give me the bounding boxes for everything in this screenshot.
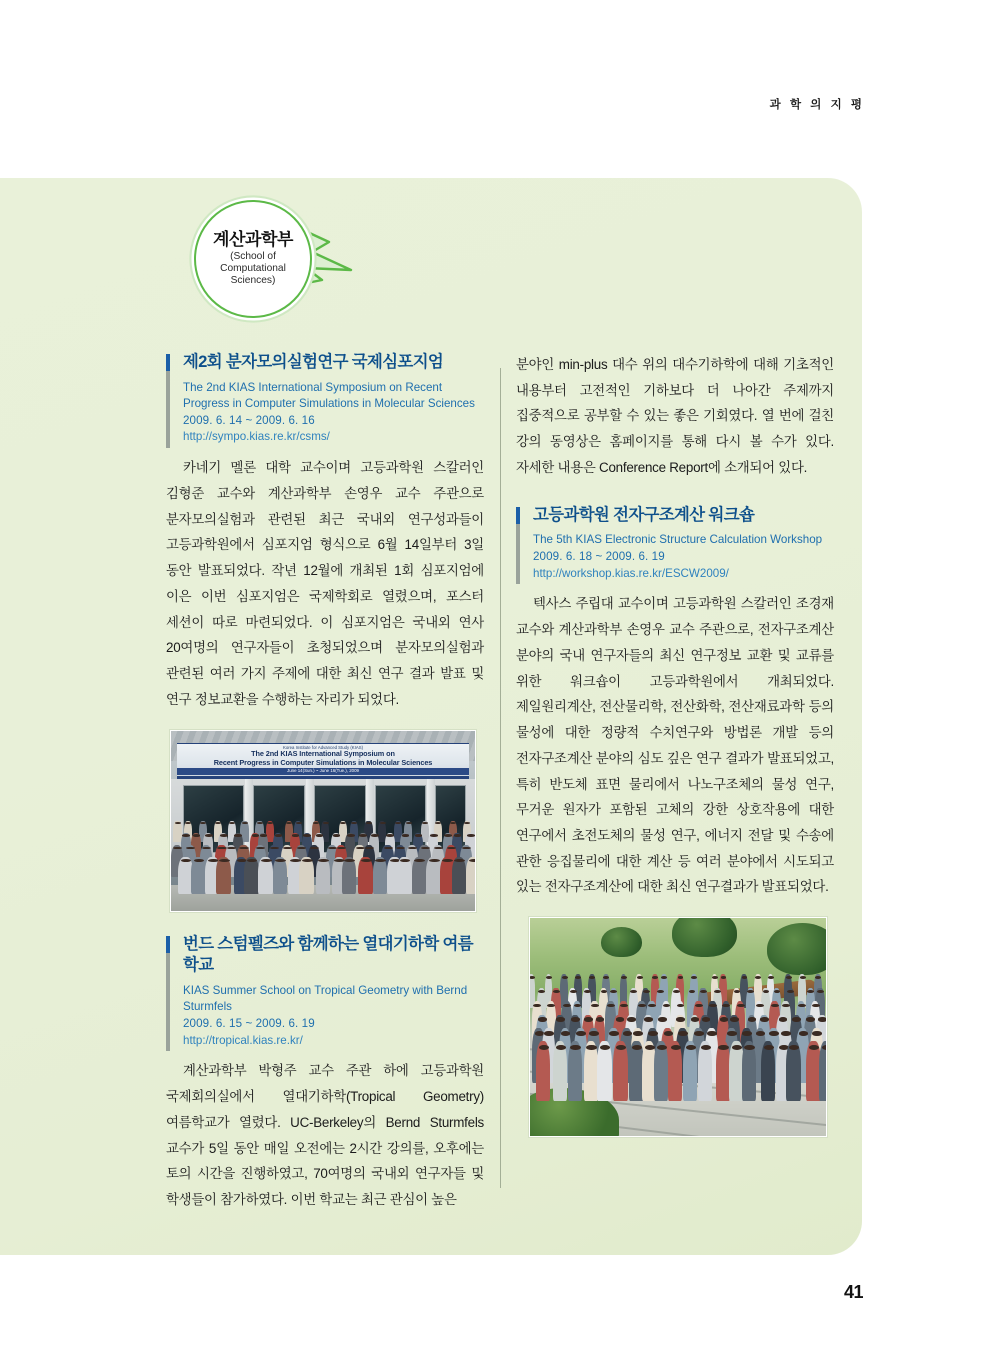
logo-title-en-3: Sciences) bbox=[230, 274, 276, 286]
article-title-kr: 고등과학원 전자구조계산 워크숍 bbox=[533, 505, 755, 524]
article-url[interactable]: http://tropical.kias.re.kr/ bbox=[183, 1033, 303, 1047]
article-title-en: The 5th KIAS Electronic Structure Calculation Workshop bbox=[533, 533, 823, 547]
article-title-en: KIAS Summer School on Tropical Geometry with Bernd Sturmfels bbox=[183, 983, 468, 1014]
article-body-continued: 분야인 min-plus 대수 위의 대수기하학에 대해 기초적인 내용부터 고전적인 기하보다 더 나아간 주제까지 집중적으로 공부할 수 있는 좋은 기회였다. 열 번에 걸친 강의 동영상은 홈페이지를 통해 다시 볼 수가 있다. 자세한 내용은 Conference Report에 소개되어 있다. bbox=[516, 357, 834, 475]
photo-crowd bbox=[171, 804, 475, 894]
column-divider bbox=[500, 368, 501, 1188]
photo-crowd bbox=[530, 957, 826, 1101]
article-url[interactable]: http://sympo.kias.re.kr/csms/ bbox=[183, 430, 330, 444]
article-date: 2009. 6. 18 ~ 2009. 6. 19 bbox=[533, 549, 665, 563]
article-body: 계산과학부 박형주 교수 주관 하에 고등과학원 국제회의실에서 열대기하학(Tropical Geometry) 여름학교가 열렸다. UC-Berkeley의 Bernd Sturmfels 교수가 5일 동안 매일 오전에는 2시간 강의를, 오후에는 토의 시간을 진행하였고, 70여명의 국내외 연구자들 및 학생들이 참가하였다. 이번 학교는 최근 관심이 높은 bbox=[166, 1063, 484, 1207]
running-header: 과 학 의 지 평 bbox=[769, 99, 865, 111]
heading-accent-bar bbox=[166, 354, 170, 448]
banner-line-2: The 2nd KIAS International Symposium on bbox=[251, 749, 395, 759]
logo-title-en-2: Computational bbox=[220, 262, 286, 274]
article-summer-school bbox=[166, 934, 484, 1213]
article-heading bbox=[166, 352, 484, 446]
article-date: 2009. 6. 14 ~ 2009. 6. 16 bbox=[183, 413, 315, 427]
workshop-group-photo bbox=[529, 917, 827, 1137]
right-column bbox=[516, 352, 834, 1137]
article-body: 텍사스 주립대 교수이며 고등과학원 스칼러인 조경재 교수와 계산과학부 손영우 교수 주관으로, 전자구조계산 분야의 국내 연구자들의 최신 연구정보 교환 및 교류를 위한 워크숍이 고등과학원에서 개최되었다. 제일원리계산, 전산물리학, 전산화학, 전산재료과학 등의 물성에 대한 정량적 수치연구와 방법론 개발 등의 전자구조계산 분야의 심도 깊은 연구 결과가 발표되었고, 특히 반도체 표면 물리에서 나노구조체의 물성 연구, 무거운 원자가 포함된 고체의 강한 상호작용에 대한 연구에서 초전도체의 물성 연구, 에너지 전달 및 수송에 관한 응집물리에 대한 계산 등 여러 분야에서 시도되고 있는 전자구조계산에 대한 최신 연구결과가 발표되었다. bbox=[516, 596, 834, 895]
symposium-group-photo bbox=[170, 730, 476, 912]
heading-accent-bar bbox=[166, 936, 170, 1052]
article-url[interactable]: http://workshop.kias.re.kr/ESCW2009/ bbox=[533, 566, 729, 580]
department-logo bbox=[186, 196, 386, 322]
article-title-kr: 제2회 분자모의실험연구 국제심포지엄 bbox=[183, 353, 444, 371]
banner-line-3: Recent Progress in Computer Simulations in Molecular Sciences bbox=[213, 757, 433, 767]
banner-line-1: Korea Institute for Advanced Study (KIAS) bbox=[282, 744, 363, 750]
logo-circle bbox=[194, 200, 312, 318]
article-title-en: The 2nd KIAS International Symposium on Recent Progress in Computer Simulations in Molecular Sciences bbox=[183, 380, 475, 411]
article-symposium bbox=[166, 352, 484, 912]
heading-accent-bar bbox=[516, 507, 520, 585]
logo-title-en-1: (School of bbox=[230, 250, 276, 262]
article-date: 2009. 6. 15 ~ 2009. 6. 19 bbox=[183, 1016, 315, 1030]
article-title-kr: 번드 스텀펠즈와 함께하는 열대기하학 여름학교 bbox=[183, 934, 474, 975]
article-body: 카네기 멜론 대학 교수이며 고등과학원 스칼러인 김형준 교수와 계산과학부 손영우 교수 주관으로 분자모의실험과 관련된 최근 국내외 연구성과들이 고등과학원에서 심포지엄 형식으로 6월 14일부터 3일 동안 발표되었다. 작년 12월에 개최된 1회 심포지엄에 이은 이번 심포지엄은 국제학회로 열렸으며, 포스터 세션이 따로 마련되었다. 이 심포지엄은 국내외 연사 20여명의 연구자들이 초청되었으며 분자모의실험과 관련된 여러 가지 주제에 대한 최신 연구 결과 발표 및 연구 정보교환을 수행하는 자리가 되었다. bbox=[166, 460, 484, 707]
photo-banner bbox=[177, 743, 469, 779]
article-heading bbox=[166, 934, 484, 1050]
page-number: 41 bbox=[843, 1282, 863, 1302]
article-escw-workshop bbox=[516, 505, 834, 1138]
banner-line-4: June 14(Sun.) ~ June 16(Tue.), 2009 bbox=[177, 768, 469, 775]
article-heading bbox=[516, 505, 834, 583]
left-column bbox=[166, 352, 484, 1213]
logo-title-kr: 계산과학부 bbox=[212, 230, 294, 250]
